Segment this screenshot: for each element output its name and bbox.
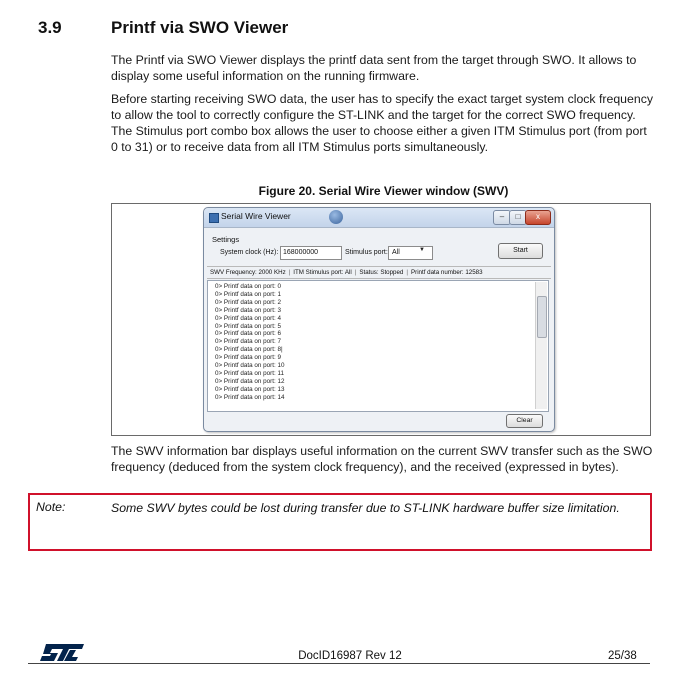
list-item: 0> Printf data on port: 3	[215, 306, 281, 314]
printf-count-status: Printf data number: 12583	[411, 269, 483, 276]
list-item: 0> Printf data on port: 10	[215, 362, 285, 370]
clear-button[interactable]: Clear	[506, 414, 543, 428]
figure-caption: Figure 20. Serial Wire Viewer window (SWV)	[258, 184, 509, 198]
stimulus-port-select[interactable]: All	[388, 246, 433, 260]
list-item: 0> Printf data on port: 0	[215, 283, 281, 290]
page-number: 25/38	[608, 650, 637, 662]
swv-window	[203, 207, 555, 432]
minimize-button[interactable]: –	[493, 210, 511, 225]
scrollbar-thumb[interactable]	[537, 296, 547, 338]
settings-group-label: Settings	[212, 235, 240, 244]
list-item: 0> Printf data on port: 13	[215, 385, 285, 393]
list-item: 0> Printf data on port: 5	[215, 322, 281, 330]
run-status: Status: Stopped	[359, 269, 404, 276]
itm-stimulus-status: ITM Stimulus port: All	[293, 269, 352, 276]
note-text: Some SWV bytes could be lost during transfer due to ST-LINK hardware buffer size limitation.	[111, 501, 620, 515]
list-item: 0> Printf data on port: 11	[215, 369, 285, 377]
list-item: 0> Printf data on port: 8|	[215, 346, 283, 354]
list-item: 0> Printf data on port: 2	[215, 298, 281, 306]
log-lines	[215, 283, 285, 402]
printf-log-area[interactable]	[207, 280, 549, 412]
maximize-button[interactable]: □	[509, 210, 527, 225]
aero-orb-icon	[329, 210, 343, 224]
chevron-down-icon[interactable]: ▼	[419, 247, 425, 253]
stimulus-port-label: Stimulus port:	[345, 249, 388, 256]
intro-paragraph: The Printf via SWO Viewer displays the printf data sent from the target through SWO. It allows to display some useful information on the running firmware.	[111, 53, 637, 83]
system-clock-label: System clock (Hz):	[220, 249, 279, 256]
list-item: 0> Printf data on port: 6	[215, 330, 281, 338]
vertical-scrollbar[interactable]	[535, 282, 547, 409]
figure-frame	[111, 203, 651, 436]
list-item: 0> Printf data on port: 9	[215, 354, 281, 362]
swv-info-bar: SWV Frequency: 2000 KHz | ITM Stimulus port: All | Status: Stopped | Printf data number: 12583	[207, 266, 551, 279]
list-item: 0> Printf data on port: 1	[215, 290, 281, 298]
system-clock-input[interactable]: 168000000	[280, 246, 342, 260]
list-item: 0> Printf data on port: 14	[215, 393, 285, 401]
list-item: 0> Printf data on port: 4	[215, 314, 281, 322]
section-number: 3.9	[38, 18, 62, 37]
window-titlebar	[204, 208, 554, 228]
note-label: Note:	[36, 500, 66, 514]
infobar-paragraph: The SWV information bar displays useful information on the current SWV transfer such as the SWO frequency (deduced from the system clock frequency), and the received (expressed in bytes).	[111, 444, 653, 474]
document-id: DocID16987 Rev 12	[298, 650, 402, 662]
close-button[interactable]: x	[525, 210, 551, 225]
swv-frequency-status: SWV Frequency: 2000 KHz	[210, 269, 286, 276]
section-title: Printf via SWO Viewer	[111, 18, 289, 37]
setup-paragraph: Before starting receiving SWO data, the user has to specify the exact target system clock frequency to allow the tool to correctly configure the ST-LINK and the target for the correct SWO frequency. The Stimulus port combo box allows the user to choose either a given ITM Stimulus port (from port 0 to 31) or to receive data from all ITM Stimulus ports simultaneously.	[111, 92, 653, 154]
window-title: Serial Wire Viewer	[221, 211, 291, 221]
list-item: 0> Printf data on port: 12	[215, 377, 285, 385]
list-item: 0> Printf data on port: 7	[215, 338, 281, 346]
footer-divider	[28, 663, 650, 664]
start-button[interactable]: Start	[498, 243, 543, 259]
app-icon	[209, 213, 219, 223]
